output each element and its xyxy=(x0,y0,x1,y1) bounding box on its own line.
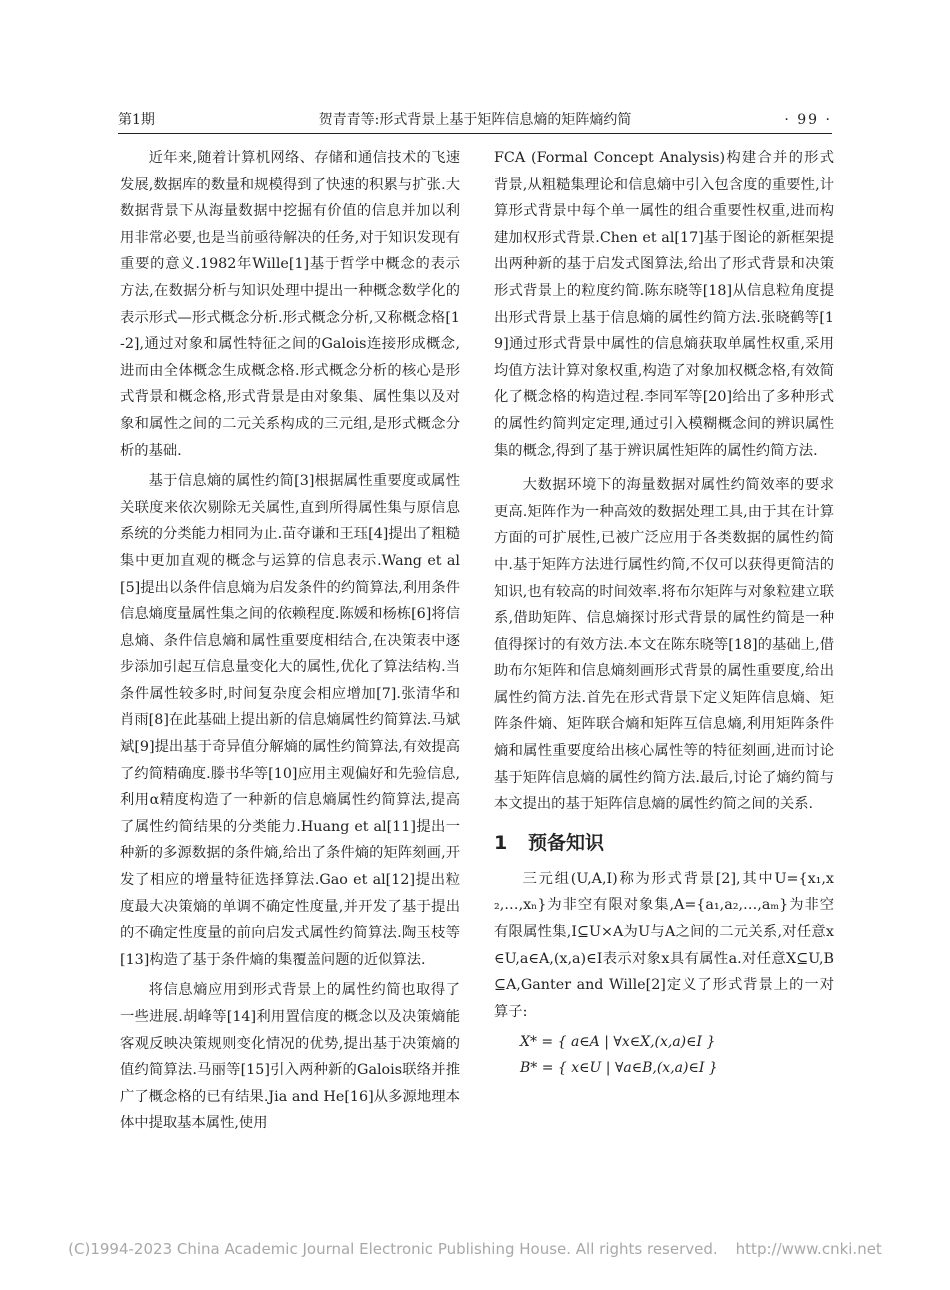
paragraph: FCA (Formal Concept Analysis)构建合并的形式背景,从粗糙集理论和信息熵中引入包含度的重要性,计算形式背景中每个单一属性的组合重要性权重,进而构建加权形式背景.Chen et al[17]基于图论的新框架提出两种新的基于启发式图算法,给出了形式背景和决策形式背景上的粒度约简.陈东晓等[18]从信息粒角度提出形式背景上基于信息熵的属性约简方法.张晓鹤等[19]通过形式背景中属性的信息熵获取单属性权重,采用均值方法计算对象权重,构造了对象加权概念格,有效简化了概念格的构造过程.李同军等[20]给出了多种形式的属性约简判定定理,通过引入模糊概念间的辨识属性集的概念,得到了基于辨识属性矩阵的属性约简方法. xyxy=(494,150,834,459)
footer-url: http://www.cnki.net xyxy=(735,1240,882,1258)
running-title: 贺青青等:形式背景上基于矩阵信息熵的矩阵熵约简 xyxy=(318,112,632,128)
paragraph: 基于信息熵的属性约简[3]根据属性重要度或属性关联度来依次剔除无关属性,直到所得属性集与原信息系统的分类能力相同为止.苗夺谦和王珏[4]提出了粗糙集中更加直观的概念与运算的信息表示.Wang et al[5]提出以条件信息熵为启发条件的约简算法,利用条件信息熵度量属性集之间的依赖程度.陈媛和杨栋[6]将信息熵、条件信息熵和属性重要度相结合,在决策表中逐步添加引起互信息量变化大的属性,优化了算法结构.当条件属性较多时,时间复杂度会相应增加[7].张清华和肖雨[8]在此基础上提出新的信息熵属性约简算法.马斌斌[9]提出基于奇异值分解熵的属性约简算法,有效提高了约简精确度.滕书华等[10]应用主观偏好和先验信息,利用α精度构造了一种新的信息熵属性约简算法,提高了属性约简结果的分类能力.Huang et al[11]提出一种新的多源数据的条件熵,给出了条件熵的矩阵刻画,开发了相应的增量特征选择算法.Gao et al[12]提出粒度最大决策熵的单调不确定性度量,并开发了基于提出的不确定性度量的前向启发式属性约简算法.陶玉枝等[13]构造了基于条件熵的集覆盖问题的近似算法. xyxy=(120,473,460,968)
section-title: 预备知识 xyxy=(528,831,605,854)
formula-x-star: X* = { a∈A | ∀x∈X,(x,a)∈I } xyxy=(520,1034,716,1051)
section-heading xyxy=(494,828,834,858)
copyright-text: (C)1994-2023 China Academic Journal Electronic Publishing House. All rights reserved. xyxy=(68,1240,718,1258)
issue-number: 第1期 xyxy=(118,112,155,128)
header-rule xyxy=(118,133,832,134)
paragraph: 大数据环境下的海量数据对属性约简效率的要求更高.矩阵作为一种高效的数据处理工具,由于其在计算方面的可扩展性,已被广泛应用于各类数据的属性约简中.基于矩阵方法进行属性约简,不仅可以获得更简洁的知识,也有较高的时间效率.将布尔矩阵与对象粒建立联系,借助矩阵、信息熵探讨形式背景的属性约简是一种值得探讨的有效方法.本文在陈东晓等[18]的基础上,借助布尔矩阵和信息熵刻画形式背景的属性重要度,给出属性约简方法.首先在形式背景下定义矩阵信息熵、矩阵条件熵、矩阵联合熵和矩阵互信息熵,利用矩阵条件熵和属性重要度给出核心属性等的特征刻画,进而讨论基于矩阵信息熵的属性约简方法.最后,讨论了熵约简与本文提出的基于矩阵信息熵的属性约简之间的关系. xyxy=(494,477,834,813)
right-column xyxy=(494,145,834,1081)
copyright-footer xyxy=(0,1240,950,1258)
running-header xyxy=(118,108,832,132)
left-column xyxy=(120,145,460,1141)
formula-b-star: B* = { x∈U | ∀a∈B,(x,a)∈I } xyxy=(520,1060,718,1077)
paragraph: 三元组(U,A,I)称为形式背景[2],其中U={x₁,x₂,…,xₙ}为非空有限对象集,A={a₁,a₂,…,aₘ}为非空有限属性集,I⊆U×A为U与A之间的二元关系,对任意x∈U,a∈A,(x,a)∈I表示对象x具有属性a.对任意X⊆U,B⊆A,Ganter and Wille[2]定义了形式背景上的一对算子: xyxy=(494,870,834,1020)
page-number: · 99 · xyxy=(784,112,832,128)
section-number: 1 xyxy=(494,831,508,854)
paragraph: 将信息熵应用到形式背景上的属性约简也取得了一些进展.胡峰等[14]利用置信度的概念以及决策熵能客观反映决策规则变化情况的优势,提出基于决策熵的值约简算法.马丽等[15]引入两种新的Galois联络并推广了概念格的已有结果.Jia and He[16]从多源地理本体中提取基本属性,使用 xyxy=(120,982,460,1132)
paragraph: 近年来,随着计算机网络、存储和通信技术的飞速发展,数据库的数量和规模得到了快速的积累与扩张.大数据背景下从海量数据中挖掘有价值的信息并加以利用非常必要,也是当前亟待解决的任务,对于知识发现有重要的意义.1982年Wille[1]基于哲学中概念的表示方法,在数据分析与知识处理中提出一种概念数学化的表示形式—形式概念分析.形式概念分析,又称概念格[1-2],通过对象和属性特征之间的Galois连接形成概念,进而由全体概念生成概念格.形式概念分析的核心是形式背景和概念格,形式背景是由对象集、属性集以及对象和属性之间的二元关系构成的三元组,是形式概念分析的基础. xyxy=(120,150,460,459)
